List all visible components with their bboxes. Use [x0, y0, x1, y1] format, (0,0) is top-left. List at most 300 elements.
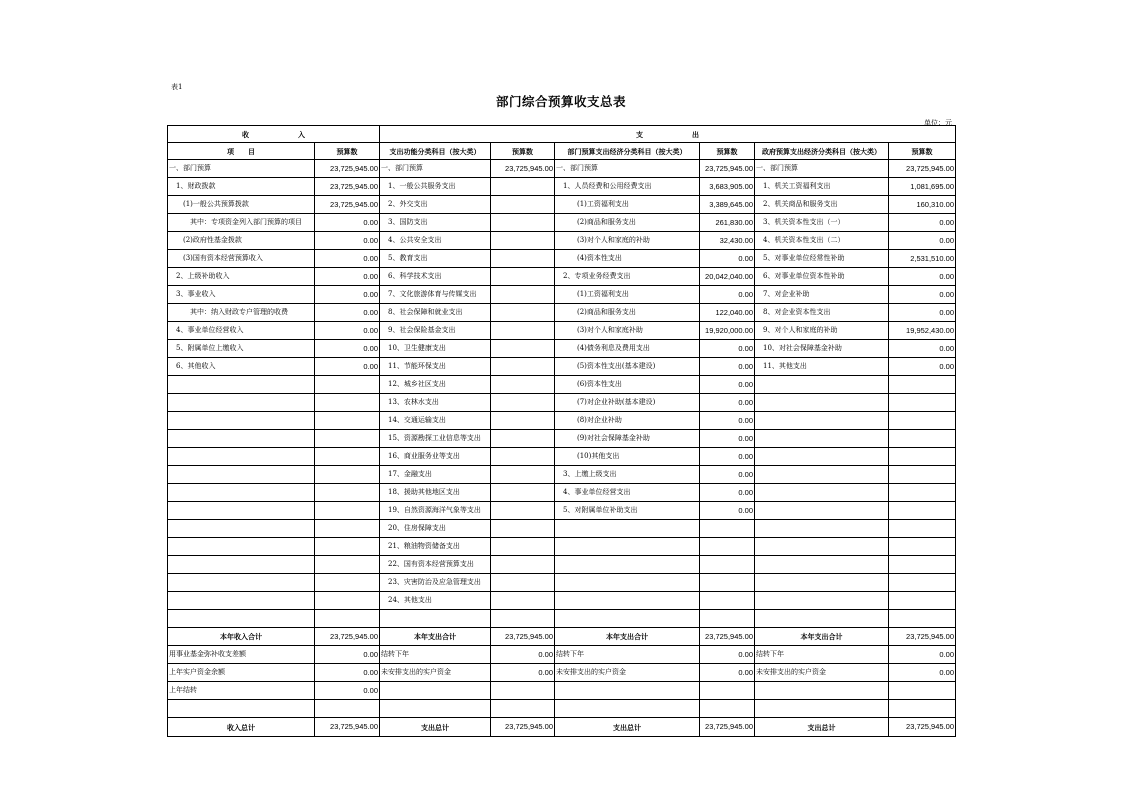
item-cell: 2、专项业务经费支出 — [555, 268, 700, 286]
amount-cell — [889, 538, 956, 556]
amount-cell: 0.00 — [700, 358, 755, 376]
item-cell: 19、自然资源海洋气象等支出 — [380, 502, 491, 520]
amount-cell — [491, 340, 555, 358]
amount-cell: 0.00 — [315, 214, 380, 232]
amount-cell: 0.00 — [315, 664, 380, 682]
amount-cell: 261,830.00 — [700, 214, 755, 232]
item-cell: (1)工资福利支出 — [555, 196, 700, 214]
amount-cell — [491, 448, 555, 466]
item-cell: 12、城乡社区支出 — [380, 376, 491, 394]
item-cell — [755, 556, 889, 574]
item-cell: 1、机关工资福利支出 — [755, 178, 889, 196]
amount-cell — [889, 412, 956, 430]
item-cell: 4、公共安全支出 — [380, 232, 491, 250]
item-cell: 9、社会保险基金支出 — [380, 322, 491, 340]
amount-cell — [491, 430, 555, 448]
item-cell: (9)对社会保障基金补助 — [555, 430, 700, 448]
item-cell: 13、农林水支出 — [380, 394, 491, 412]
item-cell: 15、资源勘探工业信息等支出 — [380, 430, 491, 448]
amount-cell — [889, 682, 956, 700]
item-cell: (3)对个人和家庭补助 — [555, 322, 700, 340]
item-cell — [168, 556, 315, 574]
amount-cell — [889, 700, 956, 718]
table-row — [168, 160, 956, 178]
amount-cell — [315, 430, 380, 448]
amount-cell — [315, 520, 380, 538]
column-header: 预算数 — [889, 143, 956, 160]
amount-cell — [491, 250, 555, 268]
table-row — [168, 214, 956, 232]
item-cell: (7)对企业补助(基本建设) — [555, 394, 700, 412]
amount-cell — [700, 610, 755, 628]
item-cell: 6、对事业单位资本性补助 — [755, 268, 889, 286]
amount-cell — [889, 394, 956, 412]
item-cell — [755, 592, 889, 610]
item-cell: 7、文化旅游体育与传媒支出 — [380, 286, 491, 304]
table-row — [168, 358, 956, 376]
item-cell: (1)工资福利支出 — [555, 286, 700, 304]
amount-cell — [889, 376, 956, 394]
amount-cell — [491, 682, 555, 700]
amount-cell: 122,040.00 — [700, 304, 755, 322]
amount-cell: 0.00 — [889, 646, 956, 664]
amount-cell — [315, 376, 380, 394]
item-cell — [555, 538, 700, 556]
amount-cell: 160,310.00 — [889, 196, 956, 214]
item-cell: 2、上级补助收入 — [168, 268, 315, 286]
column-header: 支出功能分类科目（按大类） — [380, 143, 491, 160]
column-header: 预算数 — [700, 143, 755, 160]
amount-cell: 0.00 — [700, 340, 755, 358]
amount-cell — [491, 232, 555, 250]
amount-cell: 0.00 — [700, 466, 755, 484]
item-cell: (8)对企业补助 — [555, 412, 700, 430]
table-row — [168, 466, 956, 484]
amount-cell: 23,725,945.00 — [315, 628, 380, 646]
item-cell — [168, 538, 315, 556]
item-cell: 3、事业收入 — [168, 286, 315, 304]
amount-cell: 0.00 — [700, 412, 755, 430]
item-cell: 支出总计 — [555, 718, 700, 737]
item-cell — [168, 574, 315, 592]
item-cell: 11、其他支出 — [755, 358, 889, 376]
item-cell: 24、其他支出 — [380, 592, 491, 610]
amount-cell — [491, 466, 555, 484]
item-cell — [755, 430, 889, 448]
amount-cell: 23,725,945.00 — [700, 628, 755, 646]
item-cell: 本年支出合计 — [380, 628, 491, 646]
table-row — [168, 502, 956, 520]
item-cell: 22、国有资本经营预算支出 — [380, 556, 491, 574]
item-cell: (3)国有资本经营预算收入 — [168, 250, 315, 268]
item-cell: 17、金融支出 — [380, 466, 491, 484]
amount-cell: 23,725,945.00 — [491, 718, 555, 737]
item-cell — [755, 574, 889, 592]
amount-cell: 23,725,945.00 — [700, 160, 755, 178]
table-row — [168, 430, 956, 448]
amount-cell — [700, 574, 755, 592]
amount-cell — [491, 376, 555, 394]
item-cell — [168, 502, 315, 520]
item-cell — [755, 484, 889, 502]
amount-cell — [889, 466, 956, 484]
amount-cell: 32,430.00 — [700, 232, 755, 250]
item-cell: (10)其他支出 — [555, 448, 700, 466]
table-row — [168, 394, 956, 412]
item-cell: 本年支出合计 — [755, 628, 889, 646]
amount-cell: 0.00 — [315, 232, 380, 250]
amount-cell — [491, 484, 555, 502]
item-cell: (6)资本性支出 — [555, 376, 700, 394]
item-cell: 4、事业单位经营支出 — [555, 484, 700, 502]
amount-cell — [315, 466, 380, 484]
amount-cell: 0.00 — [700, 484, 755, 502]
amount-cell — [889, 610, 956, 628]
table-row — [168, 574, 956, 592]
item-cell: 未安排支出的实户资金 — [755, 664, 889, 682]
amount-cell — [315, 556, 380, 574]
item-cell: 一、部门预算 — [755, 160, 889, 178]
amount-cell: 0.00 — [700, 502, 755, 520]
amount-cell — [491, 358, 555, 376]
amount-cell: 23,725,945.00 — [315, 160, 380, 178]
amount-cell: 19,920,000.00 — [700, 322, 755, 340]
table-row — [168, 520, 956, 538]
item-cell: (2)政府性基金拨款 — [168, 232, 315, 250]
item-cell: 3、上缴上级支出 — [555, 466, 700, 484]
amount-cell: 23,725,945.00 — [700, 718, 755, 737]
item-cell: 其中：专项资金列入部门预算的项目 — [168, 214, 315, 232]
item-cell: 18、援助其他地区支出 — [380, 484, 491, 502]
amount-cell: 20,042,040.00 — [700, 268, 755, 286]
table-row — [168, 682, 956, 700]
amount-cell — [700, 556, 755, 574]
item-cell: 支出总计 — [380, 718, 491, 737]
amount-cell — [315, 448, 380, 466]
item-cell — [168, 412, 315, 430]
amount-cell: 0.00 — [700, 286, 755, 304]
item-cell — [555, 610, 700, 628]
column-header-row — [168, 143, 956, 160]
amount-cell: 0.00 — [889, 340, 956, 358]
table-row — [168, 700, 956, 718]
amount-cell: 2,531,510.00 — [889, 250, 956, 268]
amount-cell: 0.00 — [889, 304, 956, 322]
table-row — [168, 592, 956, 610]
item-cell: 20、住房保障支出 — [380, 520, 491, 538]
item-cell: 2、外交支出 — [380, 196, 491, 214]
amount-cell — [491, 538, 555, 556]
item-cell: 23、灾害防治及应急管理支出 — [380, 574, 491, 592]
item-cell: 5、附属单位上缴收入 — [168, 340, 315, 358]
item-cell: 4、机关资本性支出（二） — [755, 232, 889, 250]
amount-cell — [491, 412, 555, 430]
amount-cell: 0.00 — [491, 664, 555, 682]
item-cell: 上年结转 — [168, 682, 315, 700]
table-row — [168, 448, 956, 466]
item-cell: 2、机关商品和服务支出 — [755, 196, 889, 214]
amount-cell: 0.00 — [315, 358, 380, 376]
item-cell — [755, 682, 889, 700]
item-cell — [555, 556, 700, 574]
amount-cell: 0.00 — [700, 376, 755, 394]
item-cell: (1)一般公共预算拨款 — [168, 196, 315, 214]
table-row — [168, 538, 956, 556]
item-cell: 10、对社会保障基金补助 — [755, 340, 889, 358]
amount-cell — [700, 700, 755, 718]
item-cell — [755, 466, 889, 484]
amount-cell: 23,725,945.00 — [315, 718, 380, 737]
item-cell — [755, 502, 889, 520]
amount-cell — [315, 502, 380, 520]
item-cell — [380, 700, 491, 718]
item-cell: 7、对企业补助 — [755, 286, 889, 304]
item-cell: 本年收入合计 — [168, 628, 315, 646]
amount-cell — [491, 502, 555, 520]
item-cell: (4)债务利息及费用支出 — [555, 340, 700, 358]
table-row — [168, 610, 956, 628]
amount-cell — [491, 574, 555, 592]
page-title: 部门综合预算收支总表 — [495, 94, 626, 109]
amount-cell — [315, 610, 380, 628]
amount-cell: 0.00 — [889, 664, 956, 682]
amount-cell — [889, 502, 956, 520]
item-cell — [755, 700, 889, 718]
item-cell: 其中：纳入财政专户管理的收费 — [168, 304, 315, 322]
amount-cell — [315, 484, 380, 502]
item-cell — [555, 700, 700, 718]
amount-cell: 0.00 — [315, 304, 380, 322]
item-cell — [755, 394, 889, 412]
amount-cell: 0.00 — [889, 214, 956, 232]
budget-summary-table — [167, 125, 956, 737]
amount-cell: 0.00 — [315, 322, 380, 340]
item-cell: 14、交通运输支出 — [380, 412, 491, 430]
table-row — [168, 178, 956, 196]
item-cell: 未安排支出的实户资金 — [380, 664, 491, 682]
item-cell: 9、对个人和家庭的补助 — [755, 322, 889, 340]
item-cell — [755, 610, 889, 628]
item-cell: (2)商品和服务支出 — [555, 304, 700, 322]
item-cell — [168, 466, 315, 484]
amount-cell: 0.00 — [700, 646, 755, 664]
table-row — [168, 232, 956, 250]
item-cell: 3、国防支出 — [380, 214, 491, 232]
amount-cell: 0.00 — [315, 340, 380, 358]
amount-cell: 0.00 — [315, 286, 380, 304]
amount-cell — [491, 322, 555, 340]
item-cell: 收入总计 — [168, 718, 315, 737]
amount-cell — [491, 610, 555, 628]
amount-cell: 0.00 — [315, 250, 380, 268]
item-cell — [755, 448, 889, 466]
item-cell — [755, 412, 889, 430]
income-section-header: 收 入 — [168, 126, 380, 143]
amount-cell: 0.00 — [889, 268, 956, 286]
expense-section-header: 支 出 — [380, 126, 956, 143]
item-cell: 一、部门预算 — [555, 160, 700, 178]
column-header: 预算数 — [315, 143, 380, 160]
amount-cell: 3,683,905.00 — [700, 178, 755, 196]
amount-cell — [315, 592, 380, 610]
amount-cell: 23,725,945.00 — [889, 160, 956, 178]
amount-cell — [315, 538, 380, 556]
amount-cell — [491, 520, 555, 538]
item-cell: 5、对事业单位经常性补助 — [755, 250, 889, 268]
amount-cell — [700, 592, 755, 610]
item-cell: 5、教育支出 — [380, 250, 491, 268]
item-cell: 6、科学技术支出 — [380, 268, 491, 286]
item-cell — [168, 520, 315, 538]
amount-cell: 23,725,945.00 — [315, 178, 380, 196]
table-row — [168, 664, 956, 682]
amount-cell — [315, 394, 380, 412]
section-header-row — [168, 126, 956, 143]
item-cell — [380, 682, 491, 700]
item-cell — [168, 700, 315, 718]
item-cell: 1、一般公共服务支出 — [380, 178, 491, 196]
item-cell — [755, 538, 889, 556]
item-cell — [755, 376, 889, 394]
amount-cell — [889, 556, 956, 574]
table-row — [168, 196, 956, 214]
amount-cell — [889, 520, 956, 538]
table-row — [168, 376, 956, 394]
amount-cell: 0.00 — [889, 286, 956, 304]
amount-cell — [491, 592, 555, 610]
amount-cell — [491, 304, 555, 322]
column-header: 项 目 — [168, 143, 315, 160]
item-cell: 8、对企业资本性支出 — [755, 304, 889, 322]
item-cell: 21、粮油物资储备支出 — [380, 538, 491, 556]
table-row — [168, 646, 956, 664]
amount-cell: 0.00 — [700, 250, 755, 268]
item-cell: 未安排支出的实户资金 — [555, 664, 700, 682]
item-cell: 支出总计 — [755, 718, 889, 737]
amount-cell — [491, 556, 555, 574]
amount-cell — [491, 268, 555, 286]
item-cell: 16、商业服务业等支出 — [380, 448, 491, 466]
amount-cell — [889, 430, 956, 448]
item-cell — [168, 448, 315, 466]
item-cell: 结转下年 — [380, 646, 491, 664]
unit-label: 单位：元 — [924, 119, 952, 127]
item-cell: (3)对个人和家庭的补助 — [555, 232, 700, 250]
annual-total-row — [168, 628, 956, 646]
amount-cell — [315, 574, 380, 592]
amount-cell: 3,389,645.00 — [700, 196, 755, 214]
amount-cell: 23,725,945.00 — [889, 628, 956, 646]
item-cell: 8、社会保障和就业支出 — [380, 304, 491, 322]
column-header: 政府预算支出经济分类科目（按大类） — [755, 143, 889, 160]
item-cell: (2)商品和服务支出 — [555, 214, 700, 232]
amount-cell: 23,725,945.00 — [889, 718, 956, 737]
amount-cell: 0.00 — [700, 664, 755, 682]
item-cell — [168, 592, 315, 610]
amount-cell: 19,952,430.00 — [889, 322, 956, 340]
amount-cell: 23,725,945.00 — [491, 160, 555, 178]
amount-cell: 0.00 — [700, 448, 755, 466]
table-row — [168, 286, 956, 304]
amount-cell — [889, 592, 956, 610]
item-cell — [755, 520, 889, 538]
item-cell — [380, 610, 491, 628]
item-cell: 本年支出合计 — [555, 628, 700, 646]
amount-cell — [491, 214, 555, 232]
amount-cell — [700, 682, 755, 700]
amount-cell — [491, 178, 555, 196]
item-cell: 结转下年 — [755, 646, 889, 664]
amount-cell — [700, 520, 755, 538]
table-row — [168, 250, 956, 268]
amount-cell: 0.00 — [315, 646, 380, 664]
table-row — [168, 268, 956, 286]
item-cell: 1、人员经费和公用经费支出 — [555, 178, 700, 196]
item-cell — [168, 376, 315, 394]
amount-cell: 0.00 — [889, 358, 956, 376]
amount-cell: 0.00 — [315, 682, 380, 700]
item-cell — [555, 592, 700, 610]
item-cell — [555, 520, 700, 538]
amount-cell: 0.00 — [315, 268, 380, 286]
item-cell: 4、事业单位经营收入 — [168, 322, 315, 340]
table-row — [168, 304, 956, 322]
item-cell: 一、部门预算 — [380, 160, 491, 178]
amount-cell: 1,081,695.00 — [889, 178, 956, 196]
amount-cell — [889, 574, 956, 592]
item-cell — [555, 682, 700, 700]
amount-cell — [889, 448, 956, 466]
item-cell: 1、财政拨款 — [168, 178, 315, 196]
item-cell: 11、节能环保支出 — [380, 358, 491, 376]
item-cell: 用事业基金弥补收支差额 — [168, 646, 315, 664]
amount-cell: 23,725,945.00 — [491, 628, 555, 646]
item-cell — [168, 484, 315, 502]
table-row — [168, 340, 956, 358]
amount-cell: 0.00 — [889, 232, 956, 250]
item-cell: 结转下年 — [555, 646, 700, 664]
amount-cell — [889, 484, 956, 502]
amount-cell: 0.00 — [491, 646, 555, 664]
amount-cell — [700, 538, 755, 556]
item-cell — [168, 430, 315, 448]
amount-cell — [315, 700, 380, 718]
table-row — [168, 322, 956, 340]
amount-cell — [315, 412, 380, 430]
item-cell: 6、其他收入 — [168, 358, 315, 376]
item-cell: 3、机关资本性支出（一） — [755, 214, 889, 232]
item-cell: (5)资本性支出(基本建设) — [555, 358, 700, 376]
table-row — [168, 412, 956, 430]
amount-cell: 0.00 — [700, 430, 755, 448]
table-row — [168, 484, 956, 502]
item-cell: 5、对附属单位补助支出 — [555, 502, 700, 520]
table-row — [168, 556, 956, 574]
amount-cell — [491, 394, 555, 412]
column-header: 部门预算支出经济分类科目（按大类） — [555, 143, 700, 160]
amount-cell: 23,725,945.00 — [315, 196, 380, 214]
item-cell: 上年实户资金余额 — [168, 664, 315, 682]
column-header: 预算数 — [491, 143, 555, 160]
item-cell: 一、部门预算 — [168, 160, 315, 178]
amount-cell — [491, 700, 555, 718]
amount-cell — [491, 196, 555, 214]
item-cell — [555, 574, 700, 592]
grand-total-row — [168, 718, 956, 737]
item-cell — [168, 610, 315, 628]
amount-cell — [491, 286, 555, 304]
table-label: 表1 — [171, 83, 183, 91]
